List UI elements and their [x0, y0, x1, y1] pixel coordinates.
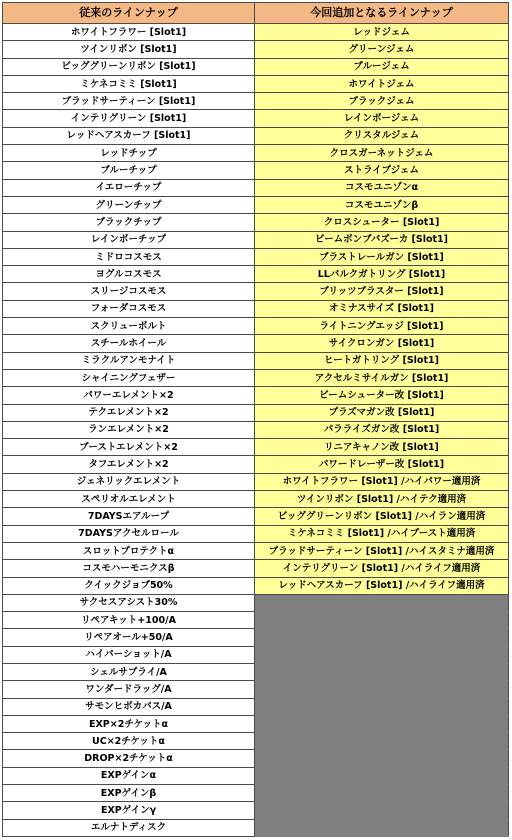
- old-lineup-cell: コスモハーモニクスβ: [3, 560, 255, 577]
- table-row: [3, 715, 509, 732]
- old-lineup-cell: クイックジョブ50%: [3, 577, 255, 594]
- old-lineup-cell: ミラクルアンモナイト: [3, 352, 255, 369]
- new-lineup-cell: パワードレーザー改 [Slot1]: [255, 456, 509, 473]
- old-lineup-cell: ミケネコミミ [Slot1]: [3, 75, 255, 92]
- old-lineup-cell: ハイパーショット/A: [3, 646, 255, 663]
- old-lineup-cell: レッドヘアスカーフ [Slot1]: [3, 127, 255, 144]
- table-row: [3, 75, 509, 92]
- lineup-table-container: [2, 2, 508, 836]
- old-lineup-cell: DROP×2チケットα: [3, 750, 255, 767]
- table-row: [3, 145, 509, 162]
- old-lineup-cell: インテリグリーン [Slot1]: [3, 110, 255, 127]
- empty-cell: [255, 663, 509, 680]
- empty-cell: [255, 629, 509, 646]
- table-row: [3, 612, 509, 629]
- table-row: [3, 369, 509, 386]
- new-lineup-cell: ブラッドサーティーン [Slot1] /ハイスタミナ適用済: [255, 542, 509, 559]
- new-lineup-cell: プラズマガン改 [Slot1]: [255, 404, 509, 421]
- lineup-table: [2, 2, 509, 837]
- old-lineup-cell: ツインリボン [Slot1]: [3, 41, 255, 58]
- table-row: [3, 300, 509, 317]
- old-lineup-cell: ヨグルコスモス: [3, 266, 255, 283]
- table-row: [3, 248, 509, 265]
- table-row: [3, 421, 509, 438]
- table-row: [3, 473, 509, 490]
- new-lineup-cell: ブラックジェム: [255, 93, 509, 110]
- table-row: [3, 58, 509, 75]
- table-row: [3, 491, 509, 508]
- old-lineup-cell: ホワイトフラワー [Slot1]: [3, 24, 255, 41]
- old-lineup-cell: タフエレメント×2: [3, 456, 255, 473]
- new-lineup-cell: インテリグリーン [Slot1] /ハイライフ適用済: [255, 560, 509, 577]
- old-lineup-cell: スクリューボルト: [3, 318, 255, 335]
- empty-cell: [255, 646, 509, 663]
- table-row: [3, 266, 509, 283]
- empty-cell: [255, 698, 509, 715]
- new-lineup-cell: リニアキャノン改 [Slot1]: [255, 439, 509, 456]
- old-lineup-cell: サモンヒボカパス/A: [3, 698, 255, 715]
- header-new-lineup: 今回追加となるラインナップ: [255, 3, 509, 24]
- table-row: [3, 508, 509, 525]
- old-lineup-cell: EXPゲインβ: [3, 785, 255, 802]
- new-lineup-cell: レインボージェム: [255, 110, 509, 127]
- old-lineup-cell: ワンダードラッグ/A: [3, 681, 255, 698]
- old-lineup-cell: ブラックチップ: [3, 214, 255, 231]
- table-row: [3, 283, 509, 300]
- table-row: [3, 802, 509, 819]
- table-row: [3, 525, 509, 542]
- empty-cell: [255, 802, 509, 819]
- old-lineup-cell: リペアオール+50/A: [3, 629, 255, 646]
- new-lineup-cell: ビームボンブバズーカ [Slot1]: [255, 231, 509, 248]
- table-row: [3, 404, 509, 421]
- table-row: [3, 681, 509, 698]
- old-lineup-cell: EXPゲインγ: [3, 802, 255, 819]
- new-lineup-cell: パラライズガン改 [Slot1]: [255, 421, 509, 438]
- new-lineup-cell: LLバルクガトリング [Slot1]: [255, 266, 509, 283]
- old-lineup-cell: ビッググリーンリボン [Slot1]: [3, 58, 255, 75]
- new-lineup-cell: ヒートガトリング [Slot1]: [255, 352, 509, 369]
- old-lineup-cell: フォーダコスモス: [3, 300, 255, 317]
- old-lineup-cell: レッドチップ: [3, 145, 255, 162]
- new-lineup-cell: サイクロンガン [Slot1]: [255, 335, 509, 352]
- old-lineup-cell: スチールホイール: [3, 335, 255, 352]
- new-lineup-cell: ミケネコミミ [Slot1] /ハイブースト適用済: [255, 525, 509, 542]
- table-row: [3, 179, 509, 196]
- table-row: [3, 110, 509, 127]
- old-lineup-cell: 7DAYSエアループ: [3, 508, 255, 525]
- old-lineup-cell: ランエレメント×2: [3, 421, 255, 438]
- empty-cell: [255, 612, 509, 629]
- table-row: [3, 41, 509, 58]
- old-lineup-cell: エルナトディスク: [3, 819, 255, 836]
- old-lineup-cell: グリーンチップ: [3, 196, 255, 213]
- empty-cell: [255, 715, 509, 732]
- old-lineup-cell: リペアキット+100/A: [3, 612, 255, 629]
- old-lineup-cell: ブラッドサーティーン [Slot1]: [3, 93, 255, 110]
- new-lineup-cell: ビッググリーンリボン [Slot1] /ハイラン適用済: [255, 508, 509, 525]
- table-row: [3, 24, 509, 41]
- empty-cell: [255, 681, 509, 698]
- new-lineup-cell: ブリッツブラスター [Slot1]: [255, 283, 509, 300]
- empty-cell: [255, 750, 509, 767]
- old-lineup-cell: 7DAYSアクセルロール: [3, 525, 255, 542]
- new-lineup-cell: グリーンジェム: [255, 41, 509, 58]
- table-row: [3, 387, 509, 404]
- table-row: [3, 767, 509, 784]
- new-lineup-cell: ライトニングエッジ [Slot1]: [255, 318, 509, 335]
- table-row: [3, 162, 509, 179]
- new-lineup-cell: レッドヘアスカーフ [Slot1] /ハイライフ適用済: [255, 577, 509, 594]
- new-lineup-cell: ホワイトジェム: [255, 75, 509, 92]
- empty-cell: [255, 594, 509, 611]
- table-row: [3, 698, 509, 715]
- new-lineup-cell: レッドジェム: [255, 24, 509, 41]
- empty-cell: [255, 819, 509, 836]
- table-row: [3, 577, 509, 594]
- new-lineup-cell: ビームシューター改 [Slot1]: [255, 387, 509, 404]
- old-lineup-cell: イエローチップ: [3, 179, 255, 196]
- new-lineup-cell: ストライプジェム: [255, 162, 509, 179]
- table-row: [3, 542, 509, 559]
- table-row: [3, 785, 509, 802]
- table-row: [3, 646, 509, 663]
- table-row: [3, 335, 509, 352]
- header-old-lineup: 従来のラインナップ: [3, 3, 255, 24]
- old-lineup-cell: シェルサプライ/A: [3, 663, 255, 680]
- table-row: [3, 594, 509, 611]
- table-row: [3, 231, 509, 248]
- table-row: [3, 629, 509, 646]
- table-body: [3, 24, 509, 837]
- old-lineup-cell: EXP×2チケットα: [3, 715, 255, 732]
- empty-cell: [255, 767, 509, 784]
- old-lineup-cell: テクエレメント×2: [3, 404, 255, 421]
- empty-cell: [255, 785, 509, 802]
- table-row: [3, 352, 509, 369]
- old-lineup-cell: UC×2チケットα: [3, 733, 255, 750]
- new-lineup-cell: クロスシューター [Slot1]: [255, 214, 509, 231]
- empty-cell: [255, 733, 509, 750]
- old-lineup-cell: スペリオルエレメント: [3, 491, 255, 508]
- table-row: [3, 196, 509, 213]
- table-row: [3, 456, 509, 473]
- old-lineup-cell: サクセスアシスト30%: [3, 594, 255, 611]
- table-row: [3, 663, 509, 680]
- new-lineup-cell: ホワイトフラワー [Slot1] /ハイパワー適用済: [255, 473, 509, 490]
- old-lineup-cell: ブーストエレメント×2: [3, 439, 255, 456]
- old-lineup-cell: スロットプロテクトα: [3, 542, 255, 559]
- new-lineup-cell: クロスガーネットジェム: [255, 145, 509, 162]
- new-lineup-cell: クリスタルジェム: [255, 127, 509, 144]
- old-lineup-cell: シャイニングフェザー: [3, 369, 255, 386]
- table-row: [3, 439, 509, 456]
- table-row: [3, 127, 509, 144]
- table-row: [3, 560, 509, 577]
- new-lineup-cell: コスモユニゾンβ: [255, 196, 509, 213]
- new-lineup-cell: ブルージェム: [255, 58, 509, 75]
- new-lineup-cell: ツインリボン [Slot1] /ハイテク適用済: [255, 491, 509, 508]
- table-row: [3, 733, 509, 750]
- table-row: [3, 93, 509, 110]
- table-row: [3, 750, 509, 767]
- header-row: [3, 3, 509, 24]
- table-row: [3, 318, 509, 335]
- old-lineup-cell: EXPゲインα: [3, 767, 255, 784]
- old-lineup-cell: ジェネリックエレメント: [3, 473, 255, 490]
- table-row: [3, 214, 509, 231]
- new-lineup-cell: ブラストレールガン [Slot1]: [255, 248, 509, 265]
- table-row: [3, 819, 509, 836]
- new-lineup-cell: アクセルミサイルガン [Slot1]: [255, 369, 509, 386]
- old-lineup-cell: ブルーチップ: [3, 162, 255, 179]
- old-lineup-cell: パワーエレメント×2: [3, 387, 255, 404]
- new-lineup-cell: オミナスサイズ [Slot1]: [255, 300, 509, 317]
- old-lineup-cell: レインボーチップ: [3, 231, 255, 248]
- new-lineup-cell: コスモユニゾンα: [255, 179, 509, 196]
- old-lineup-cell: スリージコスモス: [3, 283, 255, 300]
- old-lineup-cell: ミドロコスモス: [3, 248, 255, 265]
